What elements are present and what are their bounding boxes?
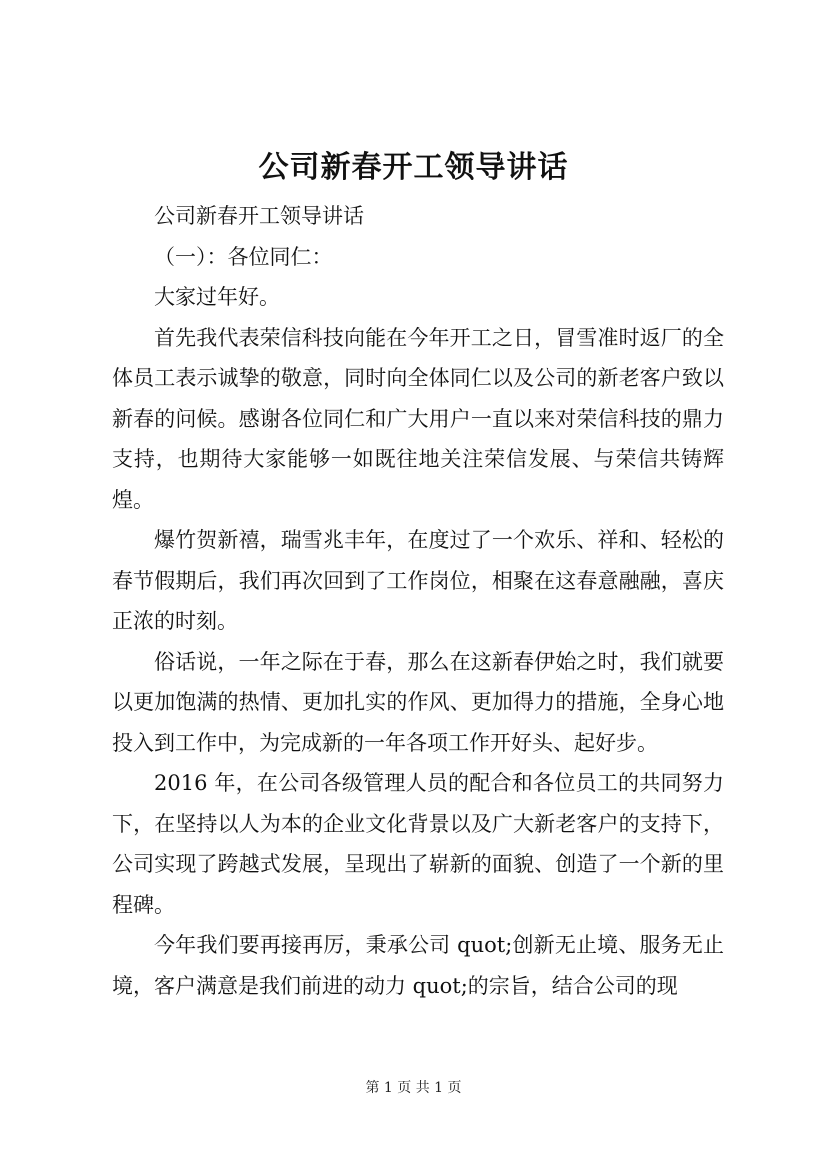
paragraph-body: 爆竹贺新禧，瑞雪兆丰年，在度过了一个欢乐、祥和、轻松的春节假期后，我们再次回到了工作岗位，相聚在这春意融融，喜庆正浓的时刻。 [112, 528, 724, 633]
paragraph-greeting: 大家过年好。 [154, 285, 280, 309]
paragraph-body: 首先我代表荣信科技向能在今年开工之日，冒雪准时返厂的全体员工表示诚挚的敬意，同时向全体同仁以及公司的新老客户致以新春的问候。感谢各位同仁和广大用户一直以来对荣信科技的鼎力支持，也期待大家能够一如既往地关注荣信发展、与荣信共铸辉煌。 [112, 325, 724, 512]
paragraph-body: 今年我们要再接再厉，秉承公司 quot;创新无止境、服务无止境，客户满意是我们前进的动力 quot;的宗旨，结合公司的现 [112, 933, 724, 998]
paragraph-body: 2016 年，在公司各级管理人员的配合和各位员工的共同努力下，在坚持以人为本的企业文化背景以及广大新老客户的支持下，公司实现了跨越式发展，呈现出了崭新的面貌、创造了一个新的里程碑。 [112, 771, 724, 917]
document-body [112, 196, 724, 1006]
page-footer: 第 1 页 共 1 页 [365, 1080, 462, 1096]
document-title: 公司新春开工领导讲话 [258, 150, 569, 185]
paragraph-body: 俗话说，一年之际在于春，那么在这新春伊始之时，我们就要以更加饱满的热情、更加扎实的作风、更加得力的措施，全身心地投入到工作中，为完成新的一年各项工作开好头、起好步。 [112, 649, 724, 755]
paragraph-subtitle: 公司新春开工领导讲话 [154, 204, 364, 228]
paragraph-salutation: （一）：各位同仁： [154, 244, 333, 269]
